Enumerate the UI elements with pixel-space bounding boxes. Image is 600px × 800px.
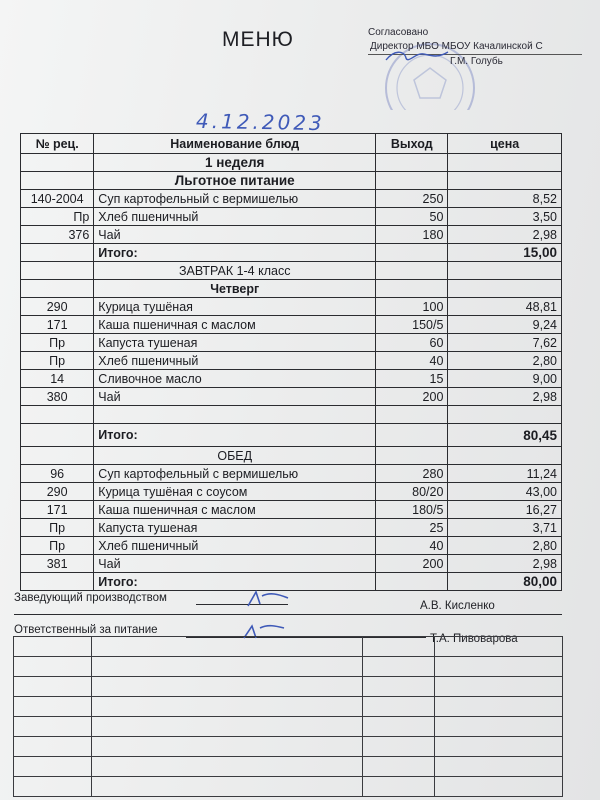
table-row	[21, 537, 562, 555]
row-price: 43,00	[448, 483, 562, 501]
row-price: 2,80	[448, 352, 562, 370]
row-name: Капуста тушеная	[94, 334, 376, 352]
row-num: 376	[21, 226, 94, 244]
total-label: Итого:	[94, 244, 376, 262]
day-row	[21, 280, 562, 298]
row-price: 16,27	[448, 501, 562, 519]
table-row	[21, 465, 562, 483]
week-label: 1 неделя	[94, 154, 376, 172]
total-row	[21, 424, 562, 447]
section-row	[21, 172, 562, 190]
table-row	[21, 501, 562, 519]
row-price: 3,50	[448, 208, 562, 226]
row-num: Пр	[21, 519, 94, 537]
spacer-row	[21, 406, 562, 424]
approval-line-1: Согласовано	[368, 27, 429, 38]
row-num: 14	[21, 370, 94, 388]
row-name: Каша пшеничная с маслом	[94, 316, 376, 334]
approval-block	[368, 26, 598, 69]
table-row	[21, 226, 562, 244]
row-name: Суп картофельный с вермишелью	[94, 190, 376, 208]
row-price: 9,24	[448, 316, 562, 334]
day-label: Четверг	[94, 280, 376, 298]
row-num: Пр	[21, 537, 94, 555]
row-name: Капуста тушеная	[94, 519, 376, 537]
row-yield: 60	[376, 334, 448, 352]
row-yield: 80/20	[376, 483, 448, 501]
row-yield: 280	[376, 465, 448, 483]
row-num: 290	[21, 483, 94, 501]
menu-table	[20, 133, 562, 591]
row-num: 380	[21, 388, 94, 406]
row-name: Сливочное масло	[94, 370, 376, 388]
production-signature-line	[196, 604, 288, 605]
row-num: 290	[21, 298, 94, 316]
table-header-row	[21, 134, 562, 154]
row-yield: 180	[376, 226, 448, 244]
meal-row	[21, 262, 562, 280]
page-title: МЕНЮ	[222, 28, 294, 51]
row-yield: 100	[376, 298, 448, 316]
row-yield: 40	[376, 537, 448, 555]
row-yield: 15	[376, 370, 448, 388]
row-price: 11,24	[448, 465, 562, 483]
row-yield: 200	[376, 388, 448, 406]
table-row	[21, 555, 562, 573]
total-row	[21, 244, 562, 262]
table-row	[21, 352, 562, 370]
row-price: 2,98	[448, 388, 562, 406]
row-num: 140-2004	[21, 190, 94, 208]
total-label: Итого:	[94, 424, 376, 447]
row-yield: 50	[376, 208, 448, 226]
row-num: 171	[21, 316, 94, 334]
blank-row	[14, 737, 563, 757]
row-price: 2,98	[448, 226, 562, 244]
row-price: 9,00	[448, 370, 562, 388]
row-price: 8,52	[448, 190, 562, 208]
row-price: 48,81	[448, 298, 562, 316]
total-label: Итого:	[94, 573, 376, 591]
row-name: Суп картофельный с вермишелью	[94, 465, 376, 483]
blank-grid	[13, 636, 563, 797]
row-num: 96	[21, 465, 94, 483]
row-name: Каша пшеничная с маслом	[94, 501, 376, 519]
table-row	[21, 370, 562, 388]
row-yield: 150/5	[376, 316, 448, 334]
table-row	[21, 334, 562, 352]
total-value: 80,00	[448, 573, 562, 591]
row-num: 171	[21, 501, 94, 519]
table-row	[21, 483, 562, 501]
blank-row	[14, 677, 563, 697]
row-num: 381	[21, 555, 94, 573]
blank-row	[14, 777, 563, 797]
approval-line-3: Г.М. Голубь	[450, 56, 503, 67]
row-num: Пр	[21, 208, 94, 226]
signature-separator	[14, 614, 562, 615]
breakfast-label: ЗАВТРАК 1-4 класс	[94, 262, 376, 280]
header-num: № рец.	[21, 134, 94, 154]
row-name: Чай	[94, 388, 376, 406]
row-price: 7,62	[448, 334, 562, 352]
row-name: Хлеб пшеничный	[94, 208, 376, 226]
row-yield: 200	[376, 555, 448, 573]
table-row	[21, 298, 562, 316]
week-row	[21, 154, 562, 172]
blank-row	[14, 637, 563, 657]
row-price: 2,98	[448, 555, 562, 573]
blank-row	[14, 717, 563, 737]
total-value: 80,45	[448, 424, 562, 447]
nutrition-officer-name: Т.А. Пивоварова	[430, 633, 518, 645]
row-num: Пр	[21, 352, 94, 370]
table-row	[21, 316, 562, 334]
table-row	[21, 519, 562, 537]
row-name: Курица тушёная	[94, 298, 376, 316]
header-price: цена	[448, 134, 562, 154]
row-price: 3,71	[448, 519, 562, 537]
row-yield: 40	[376, 352, 448, 370]
meal-row	[21, 447, 562, 465]
row-num: Пр	[21, 334, 94, 352]
row-yield: 25	[376, 519, 448, 537]
header-yield: Выход	[376, 134, 448, 154]
blank-row	[14, 657, 563, 677]
handwritten-date: 4.12.2023	[195, 108, 325, 136]
row-name: Чай	[94, 226, 376, 244]
table-row	[21, 388, 562, 406]
total-row	[21, 573, 562, 591]
table-row	[21, 190, 562, 208]
row-name: Чай	[94, 555, 376, 573]
row-name: Хлеб пшеничный	[94, 352, 376, 370]
lunch-label: ОБЕД	[94, 447, 376, 465]
production-manager-name: А.В. Кисленко	[420, 600, 495, 612]
row-yield: 180/5	[376, 501, 448, 519]
total-value: 15,00	[448, 244, 562, 262]
row-name: Курица тушёная с соусом	[94, 483, 376, 501]
section-label: Льготное питание	[94, 172, 376, 190]
row-name: Хлеб пшеничный	[94, 537, 376, 555]
row-price: 2,80	[448, 537, 562, 555]
blank-row	[14, 697, 563, 717]
approval-line-2: Директор МБО МБОУ Качалинской С	[368, 40, 582, 55]
table-row	[21, 208, 562, 226]
blank-row	[14, 757, 563, 777]
row-yield: 250	[376, 190, 448, 208]
nutrition-officer-label: Ответственный за питание	[14, 624, 158, 636]
header-name: Наименование блюд	[94, 134, 376, 154]
production-manager-label: Заведующий производством	[14, 592, 167, 604]
